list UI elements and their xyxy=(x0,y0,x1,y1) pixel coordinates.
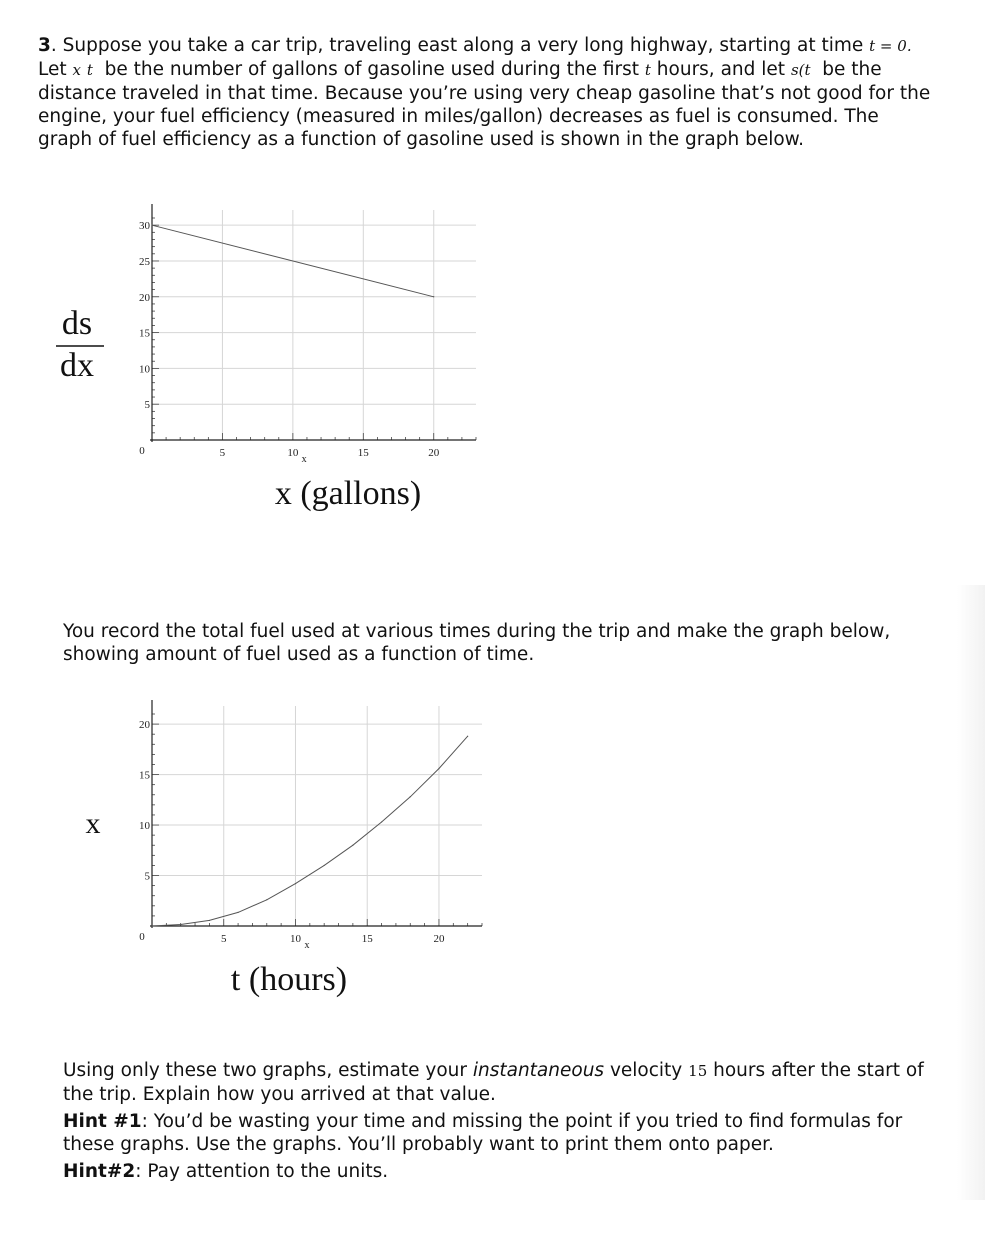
math-t-2: t xyxy=(644,61,651,79)
y-tick-label: 25 xyxy=(139,255,150,268)
x-tick-label: 15 xyxy=(361,933,373,945)
fuel-graph xyxy=(0,690,985,1020)
middle-line-1: You record the total fuel used at various times during the trip and make the graph below, xyxy=(63,621,891,642)
data-point xyxy=(438,768,439,769)
x-tick-label: 5 xyxy=(220,933,227,945)
y-tick-label: 5 xyxy=(144,870,150,883)
math-t: t xyxy=(86,61,93,79)
axis-variable-label: x xyxy=(304,940,310,951)
question-line-2: the trip. Explain how you arrived at that value. xyxy=(63,1084,496,1105)
x-tick-label: 15 xyxy=(357,447,369,459)
hint-2-text: : Pay attention to the units. xyxy=(135,1161,389,1182)
y-tick-label: 5 xyxy=(144,399,150,412)
hint-1-text: : You’d be wasting your time and missing the point if you tried to find formulas for xyxy=(141,1111,903,1132)
problem-line-3: distance traveled in that time. Because you’re using very cheap gasoline that’s not good for the xyxy=(38,83,931,104)
y-tick-label: 30 xyxy=(139,220,150,233)
math-x: x xyxy=(72,61,81,79)
problem-text-2b: be the number of gallons of gasoline used during the first xyxy=(104,59,639,80)
question-text-1b: velocity xyxy=(609,1060,683,1081)
efficiency-graph xyxy=(0,200,985,530)
question-text xyxy=(63,1059,973,1183)
problem-text-2a: Let xyxy=(38,59,67,80)
data-point xyxy=(381,821,382,822)
problem-text-2c: hours, and let xyxy=(656,59,786,80)
hint-1-label: Hint #1 xyxy=(63,1111,142,1132)
y-axis-title: x xyxy=(85,807,101,840)
question-text-1c: hours after the start of xyxy=(713,1060,924,1081)
origin-label: 0 xyxy=(139,445,145,457)
axis-variable-label: x xyxy=(301,454,307,465)
y-tick-label: 10 xyxy=(139,363,150,376)
fuel-chart-svg xyxy=(0,690,985,1020)
data-point xyxy=(151,925,152,926)
emphasis-instantaneous: instantaneous xyxy=(472,1060,605,1081)
x-axis-title: t (hours) xyxy=(230,961,348,998)
hint-2 xyxy=(63,1160,973,1183)
hint-1-line-1 xyxy=(63,1110,973,1133)
problem-statement xyxy=(38,34,968,151)
problem-line-1: 3. Suppose you take a car trip, traveling east along a very long highway, starting at time t = 0. xyxy=(38,35,912,56)
data-point xyxy=(237,912,238,913)
problem-line-4: engine, your fuel efficiency (measured in miles/gallon) decreases as fuel is consumed. The xyxy=(38,106,879,127)
data-point xyxy=(467,736,468,737)
y-label-numerator: ds xyxy=(61,305,93,342)
data-point xyxy=(324,865,325,866)
y-label-denominator: dx xyxy=(60,347,94,384)
problem-number: 3 xyxy=(38,35,51,56)
math-t-equals-0: t = 0. xyxy=(869,37,912,55)
origin-label: 0 xyxy=(139,931,145,943)
hint-1-line-2: these graphs. Use the graphs. You’ll probably want to print them onto paper. xyxy=(63,1134,774,1155)
problem-line-2 xyxy=(38,58,968,82)
data-point xyxy=(410,796,411,797)
y-tick-label: 15 xyxy=(139,769,150,782)
middle-line-2: showing amount of fuel used as a function of time. xyxy=(63,644,535,665)
y-tick-label: 20 xyxy=(139,291,150,304)
question-text-1a: Using only these two graphs, estimate your xyxy=(63,1060,467,1081)
x-tick-label: 10 xyxy=(287,447,299,459)
y-tick-label: 10 xyxy=(139,820,150,833)
y-tick-label: 20 xyxy=(139,719,150,732)
problem-text-2d: be the xyxy=(822,59,882,80)
x-tick-label: 5 xyxy=(219,447,226,459)
problem-text-1: Suppose you take a car trip, traveling east along a very long highway, starting at time xyxy=(62,35,864,56)
question-line-1 xyxy=(63,1059,973,1083)
efficiency-chart-svg xyxy=(0,200,985,530)
page-edge-shadow xyxy=(957,585,985,1200)
x-tick-label: 20 xyxy=(433,933,445,945)
series-line xyxy=(152,736,468,926)
data-point xyxy=(433,296,434,297)
x-axis-title: x (gallons) xyxy=(274,475,422,512)
data-point xyxy=(266,899,267,900)
x-tick-label: 10 xyxy=(289,933,301,945)
x-tick-label: 20 xyxy=(428,447,440,459)
data-point xyxy=(180,924,181,925)
y-tick-label: 15 xyxy=(139,327,150,340)
data-point xyxy=(209,920,210,921)
math-s-of-t: s(t xyxy=(790,61,811,79)
data-point xyxy=(352,845,353,846)
hours-number: 15 xyxy=(688,1062,708,1080)
middle-text xyxy=(63,620,963,666)
data-point xyxy=(295,883,296,884)
data-point xyxy=(151,225,152,226)
hint-2-label: Hint#2 xyxy=(63,1161,136,1182)
problem-line-5: graph of fuel efficiency as a function of gasoline used is shown in the graph below. xyxy=(38,129,804,150)
